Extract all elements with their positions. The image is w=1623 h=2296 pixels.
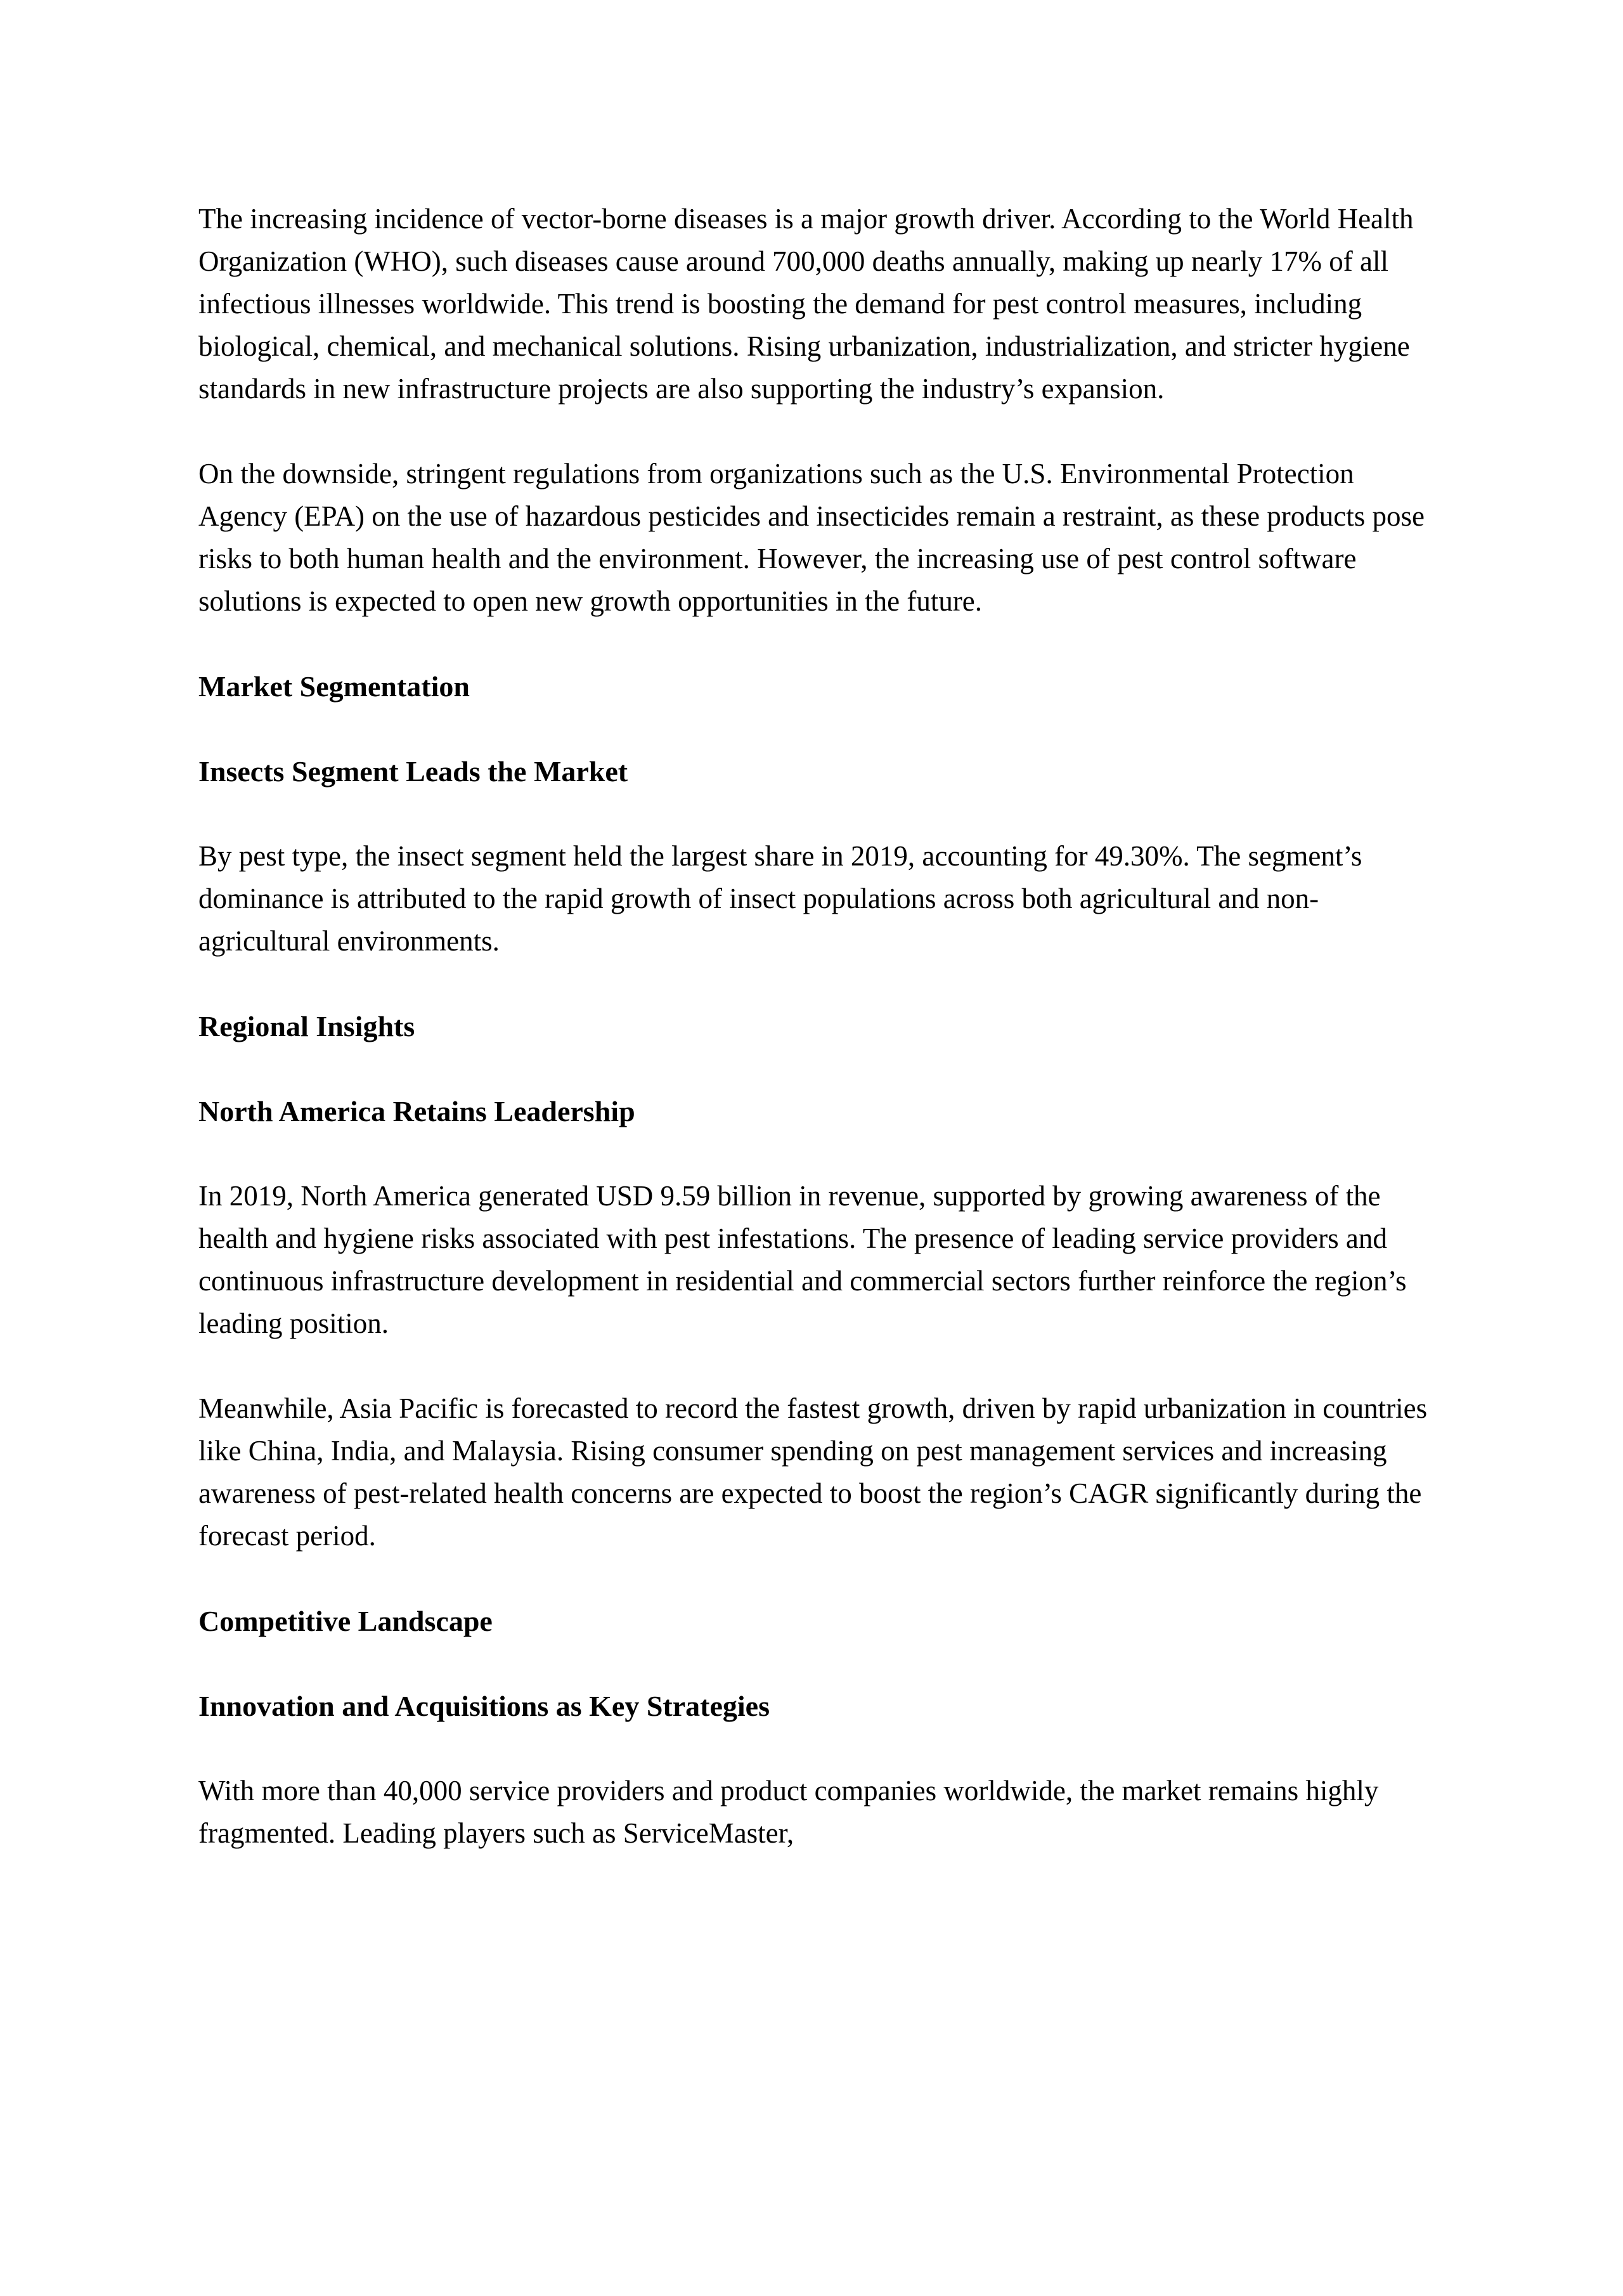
heading-regional-insights: Regional Insights <box>198 1010 415 1042</box>
paragraph-growth-driver: The increasing incidence of vector-borne diseases is a major growth driver. According to the World Health Organization (WHO), such diseases cause around 700,000 deaths annually, making up nearly 17% of all infectious illnesses worldwide. This trend is boosting the demand for pest control measures, including biological, chemical, and mechanical solutions. Rising urbanization, industrialization, and stricter hygiene standards in new infrastructure projects are also supporting the industry’s expansion. <box>198 203 1414 405</box>
subheading-insects-segment: Insects Segment Leads the Market <box>198 755 628 788</box>
document-body <box>198 198 1444 1855</box>
paragraph-fragmented: With more than 40,000 service providers and product companies worldwide, the market remains highly fragmented. Leading players such as ServiceMaster, <box>198 1775 1379 1849</box>
paragraph-insect-share: By pest type, the insect segment held the largest share in 2019, accounting for 49.30%. The segment’s dominance is attributed to the rapid growth of insect populations across both agricultural and non-agricultural environments. <box>198 840 1362 957</box>
paragraph-north-america: In 2019, North America generated USD 9.59 billion in revenue, supported by growing awareness of the health and hygiene risks associated with pest infestations. The presence of leading service providers and continuous infrastructure development in residential and commercial sectors further reinforce the region’s leading position. <box>198 1180 1407 1339</box>
paragraph-regulations: On the downside, stringent regulations from organizations such as the U.S. Environmental Protection Agency (EPA) on the use of hazardous pesticides and insecticides remain a restraint, as these products pose risks to both human health and the environment. However, the increasing use of pest control software solutions is expected to open new growth opportunities in the future. <box>198 458 1425 617</box>
subheading-innovation: Innovation and Acquisitions as Key Strategies <box>198 1690 770 1722</box>
heading-market-segmentation: Market Segmentation <box>198 670 470 703</box>
subheading-north-america: North America Retains Leadership <box>198 1095 635 1127</box>
heading-competitive-landscape: Competitive Landscape <box>198 1605 493 1637</box>
paragraph-asia-pacific: Meanwhile, Asia Pacific is forecasted to record the fastest growth, driven by rapid urbanization in countries like China, India, and Malaysia. Rising consumer spending on pest management services and increasing awareness of pest-related health concerns are expected to boost the region’s CAGR significantly during the forecast period. <box>198 1392 1428 1552</box>
